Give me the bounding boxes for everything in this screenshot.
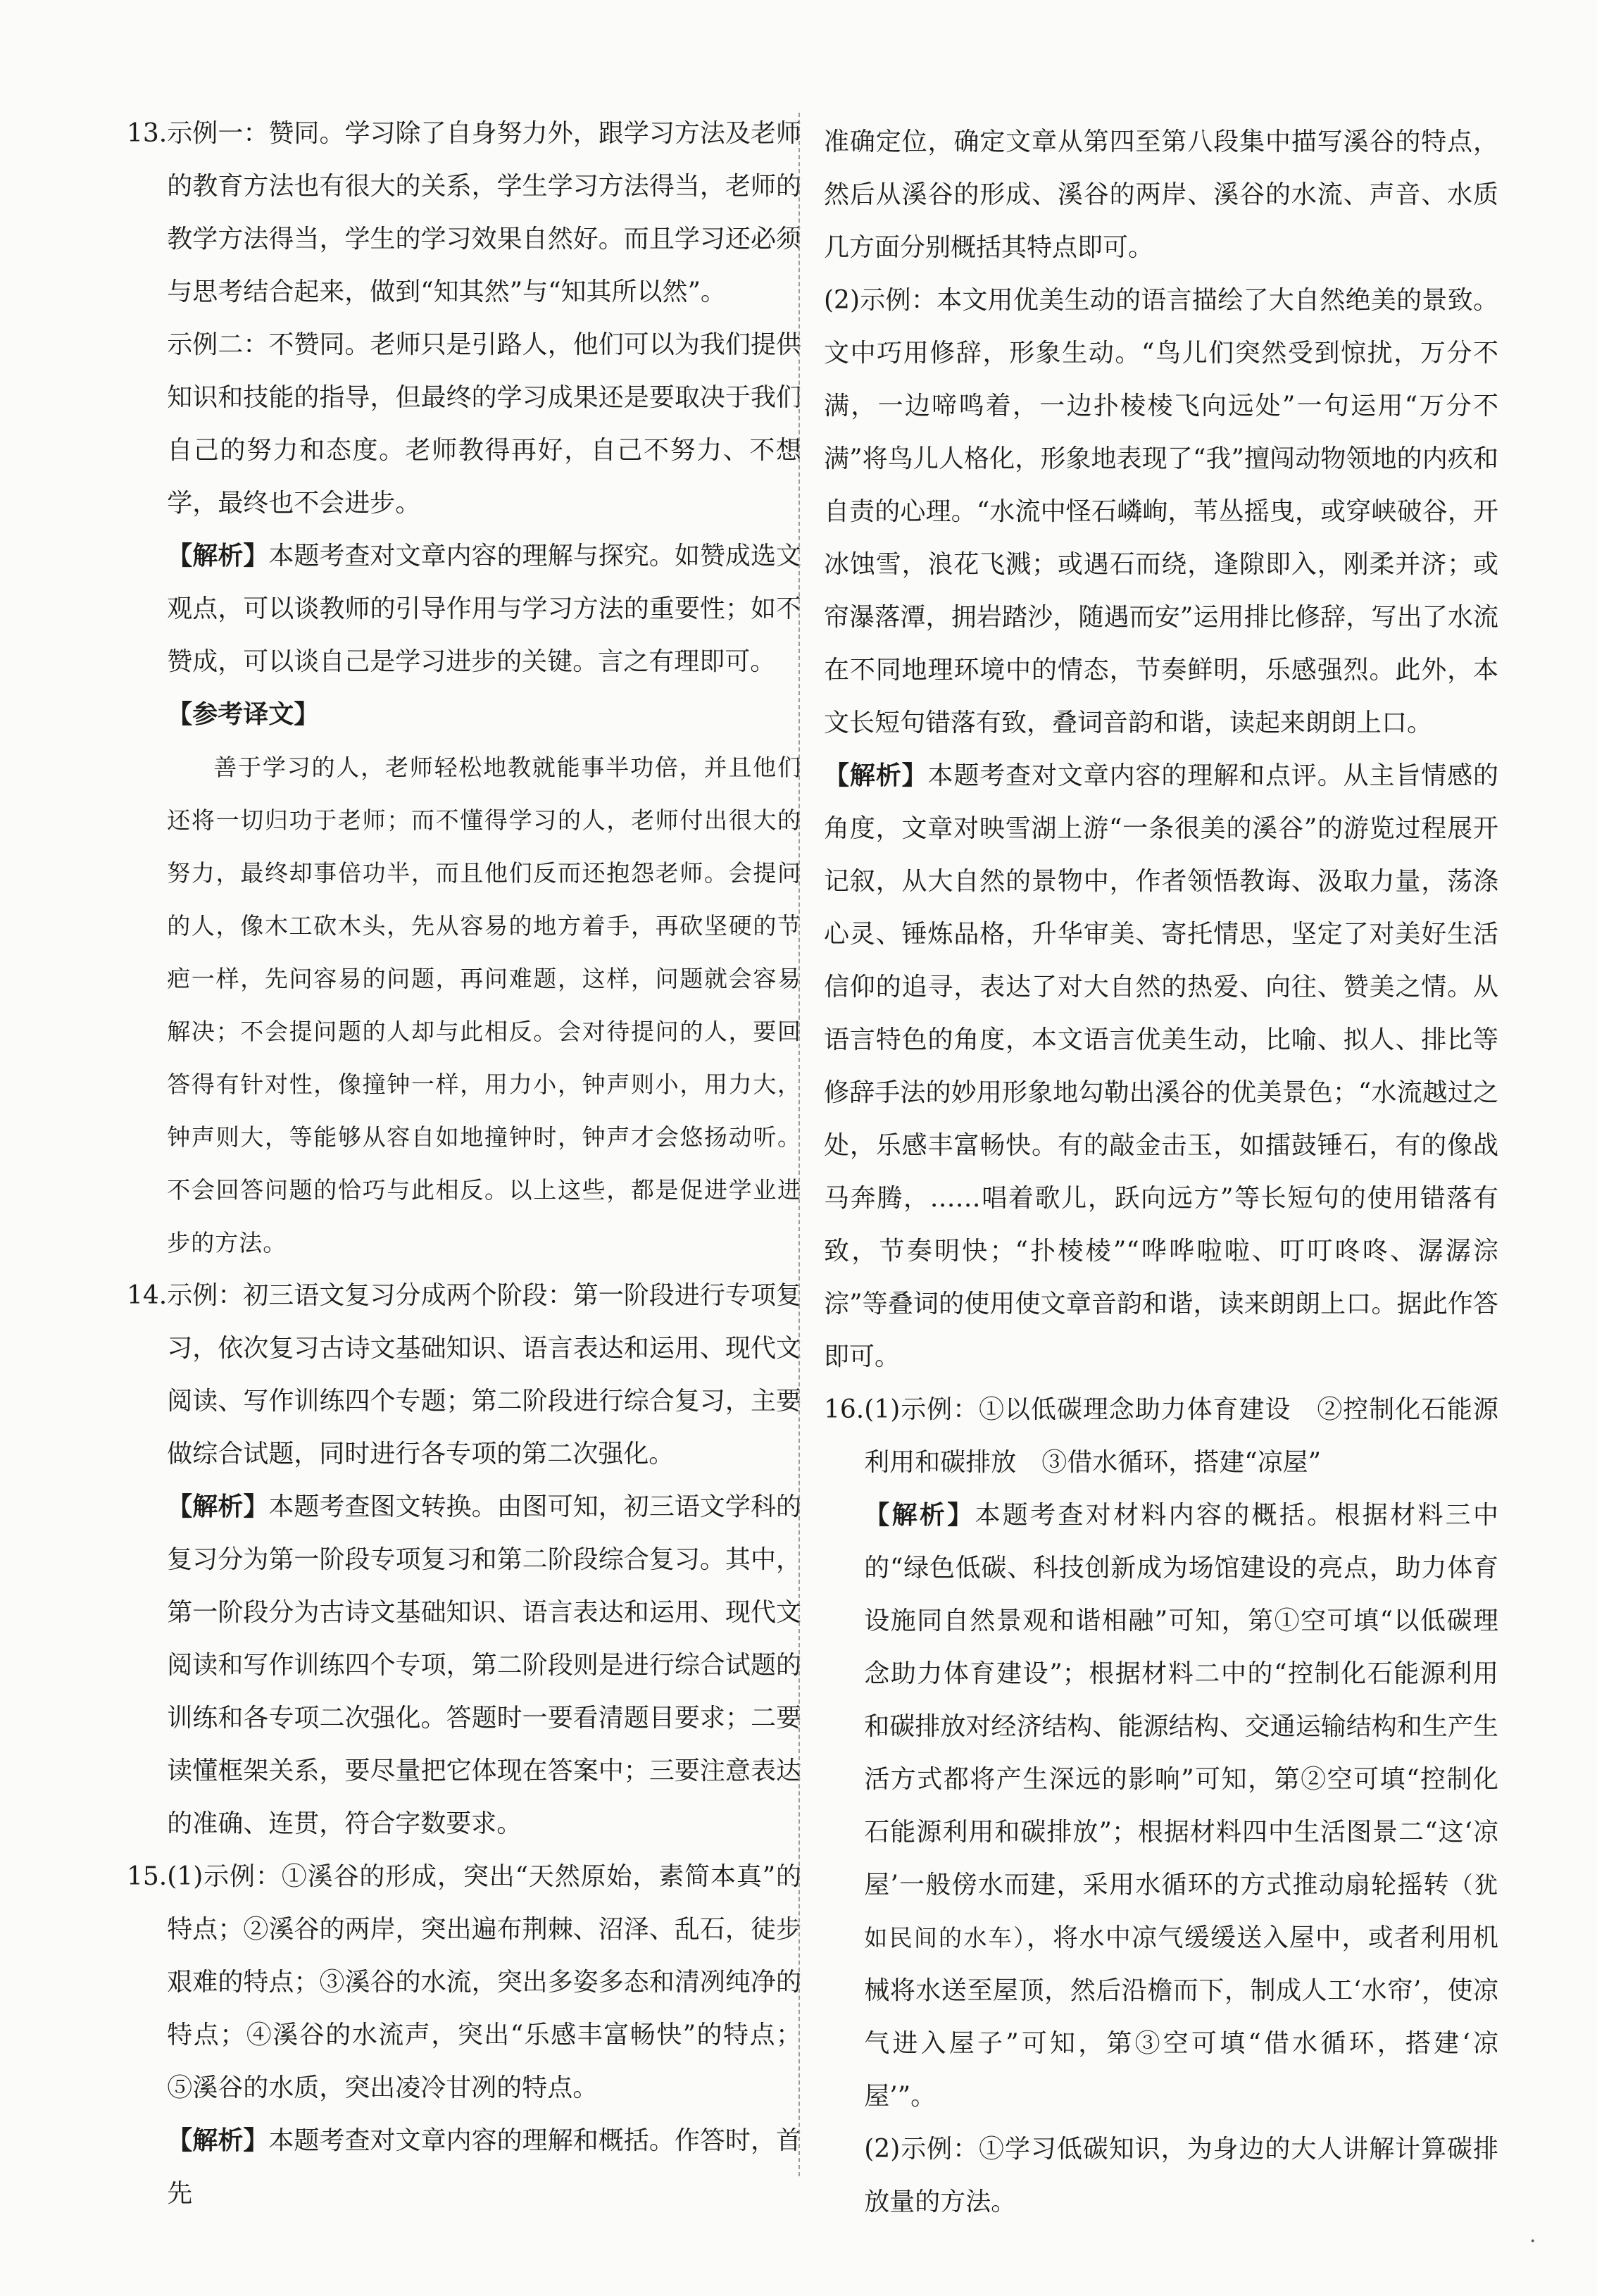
part-1-analysis bbox=[167, 2114, 801, 2220]
part-1-answer: (1)示例：①溪谷的形成，突出“天然原始，素简本真”的特点；②溪谷的两岸，突出遍布荆棘、沼泽、乱石，徒步艰难的特点；③溪谷的水流，突出多姿多态和清冽纯净的特点；④溪谷的水流声，突出“乐感丰富畅快”的特点；⑤溪谷的水质，突出凌冷甘冽的特点。 bbox=[167, 1862, 801, 2102]
analysis-tag: 【解析】 bbox=[167, 2126, 269, 2155]
analysis-tag: 【解析】 bbox=[167, 1492, 269, 1521]
analysis-text: 本题考查对材料内容的概括。根据材料三中的“绿色低碳、科技创新成为场馆建设的亮点，助力体育设施同自然景观和谐相融”可知，第①空可填“以低碳理念助力体育建设”；根据材料二中的“控制化石能源利用和碳排放对经济结构、能源结构、交通运输结构和生产生活方式都将产生深远的影响”可知，第②空可填“控制化石能源利用和碳排放”；根据材料四中生活图景二“这‘凉屋’一般傍水而建，采用水循环的方式推动扇轮摇转 bbox=[864, 1501, 1498, 1899]
left-column bbox=[127, 107, 801, 2220]
part-1-answer: (1)示例：①以低碳理念助力体育建设 ②控制化石能源利用和碳排放 ③借水循环，搭建“凉屋” bbox=[864, 1395, 1498, 1477]
question-number: 15. bbox=[127, 1862, 168, 1891]
question-body bbox=[167, 1269, 801, 1850]
analysis-tag: 【解析】 bbox=[864, 1500, 975, 1530]
column-divider bbox=[798, 113, 800, 2176]
question-14 bbox=[127, 1269, 801, 1850]
question-15 bbox=[127, 1850, 801, 2220]
right-column bbox=[824, 116, 1498, 2228]
part-1-analysis-continued: 准确定位，确定文章从第四至第八段集中描写溪谷的特点，然后从溪谷的形成、溪谷的两岸、溪谷的水流、声音、水质几方面分别概括其特点即可。 bbox=[824, 127, 1498, 262]
answer-text: 示例：初三语文复习分成两个阶段：第一阶段进行专项复习，依次复习古诗文基础知识、语言表达和运用、现代文阅读、写作训练四个专题；第二阶段进行综合复习，主要做综合试题，同时进行各专项的第二次强化。 bbox=[167, 1281, 801, 1468]
part-1-analysis bbox=[864, 1489, 1498, 2123]
question-number: 16. bbox=[824, 1395, 865, 1424]
example-two: 示例二：不赞同。老师只是引路人，他们可以为我们提供知识和技能的指导，但最终的学习成果还是要取决于我们自己的努力和态度。老师教得再好，自己不努力、不想学，最终也不会进步。 bbox=[167, 330, 801, 518]
question-body bbox=[864, 1383, 1498, 2228]
question-13 bbox=[127, 107, 801, 1269]
analysis-text: 本题考查图文转换。由图可知，初三语文学科的复习分为第一阶段专项复习和第二阶段综合复习。其中，第一阶段分为古诗文基础知识、语言表达和运用、现代文阅读和写作训练四个专项，第二阶段则是进行综合试题的训练和各专项二次强化。答题时一要看清题目要求；二要读懂框架关系，要尽量把它体现在答案中；三要注意表达的准确、连贯，符合字数要求。 bbox=[167, 1492, 801, 1838]
question-body bbox=[167, 107, 801, 1269]
question-16 bbox=[824, 1383, 1498, 2228]
analysis-text-end: ，将水中凉气缓缓送入屋中，或者利用机械将水送至屋顶，然后沿檐而下，制成人工‘水帘’，使凉气进入屋子”可知，第③空可填“借水循环，搭建‘凉屋’”。 bbox=[864, 1923, 1498, 2111]
question-number: 13. bbox=[127, 119, 168, 148]
analysis-text-start: 本题考查对文章内容的理解和概括。作答时，首先 bbox=[167, 2126, 801, 2208]
example-one: 示例一：赞同。学习除了自身努力外，跟学习方法及老师的教育方法也有很大的关系，学生学习方法得当，老师的教学方法得当，学生的学习效果自然好。而且学习还必须与思考结合起来，做到“知其然”与“知其所以然”。 bbox=[167, 119, 801, 306]
analysis bbox=[167, 1480, 801, 1850]
page-mark: · bbox=[1529, 2229, 1536, 2254]
translation-text: 善于学习的人，老师轻松地教就能事半功倍，并且他们还将一切归功于老师；而不懂得学习的人，老师付出很大的努力，最终却事倍功半，而且他们反而还抱怨老师。会提问的人，像木工砍木头，先从容易的地方着手，再砍坚硬的节疤一样，先问容易的问题，再问难题，这样，问题就会容易解决；不会提问题的人却与此相反。会对待提问的人，要回答得有针对性，像撞钟一样，用力小，钟声则小，用力大，钟声则大，等能够从容自如地撞钟时，钟声才会悠扬动听。不会回答问题的恰巧与此相反。以上这些，都是促进学业进步的方法。 bbox=[167, 754, 801, 1256]
translation-heading: 【参考译文】 bbox=[167, 699, 320, 729]
analysis-text: 本题考查对文章内容的理解与探究。如赞成选文观点，可以谈教师的引导作用与学习方法的重要性；如不赞成，可以谈自己是学习进步的关键。言之有理即可。 bbox=[167, 542, 801, 676]
question-number: 14. bbox=[127, 1281, 168, 1310]
question-body bbox=[167, 1850, 801, 2220]
analysis bbox=[167, 530, 801, 688]
part-2-answer: (2)示例：①学习低碳知识，为身边的大人讲解计算碳排放量的方法。 bbox=[864, 2135, 1498, 2216]
analysis-tag: 【解析】 bbox=[824, 761, 928, 790]
analysis-tag: 【解析】 bbox=[167, 541, 269, 570]
part-2-analysis bbox=[824, 749, 1498, 1383]
analysis-text: 本题考查对文章内容的理解和点评。从主旨情感的角度，文章对映雪湖上游“一条很美的溪谷”的游览过程展开记叙，从大自然的景物中，作者领悟教诲、汲取力量，荡涤心灵、锤炼品格，升华审美、寄托情思，坚定了对美好生活信仰的追寻，表达了对大自然的热爱、向往、赞美之情。从语言特色的角度，本文语言优美生动，比喻、拟人、排比等修辞手法的妙用形象地勾勒出溪谷的优美景色；“水流越过之处，乐感丰富畅快。有的敲金击玉，如擂鼓锤石，有的像战马奔腾，……唱着歌儿，跃向远方”等长短句的使用错落有致，节奏明快；“扑棱棱”“哗哗啦啦、叮叮咚咚、潺潺淙淙”等叠词的使用使文章音韵和谐，读来朗朗上口。据此作答即可。 bbox=[824, 761, 1498, 1371]
part-2-answer: (2)示例：本文用优美生动的语言描绘了大自然绝美的景致。文中巧用修辞，形象生动。“鸟儿们突然受到惊扰，万分不满，一边啼鸣着，一边扑棱棱飞向远处”一句运用“万分不满”将鸟儿人格化，形象地表现了“我”擅闯动物领地的内疚和自责的心理。“水流中怪石嶙峋，苇丛摇曳，或穿峡破谷，开冰蚀雪，浪花飞溅；或遇石而绕，逢隙即入，刚柔并济；或帘瀑落潭，拥岩踏沙，随遇而安”运用排比修辞，写出了水流在不同地理环境中的情态，节奏鲜明，乐感强烈。此外，本文长短句错落有致，叠词音韵和谐，读起来朗朗上口。 bbox=[824, 286, 1498, 737]
analysis-note: （犹如民间的水车） bbox=[864, 1871, 1499, 1952]
